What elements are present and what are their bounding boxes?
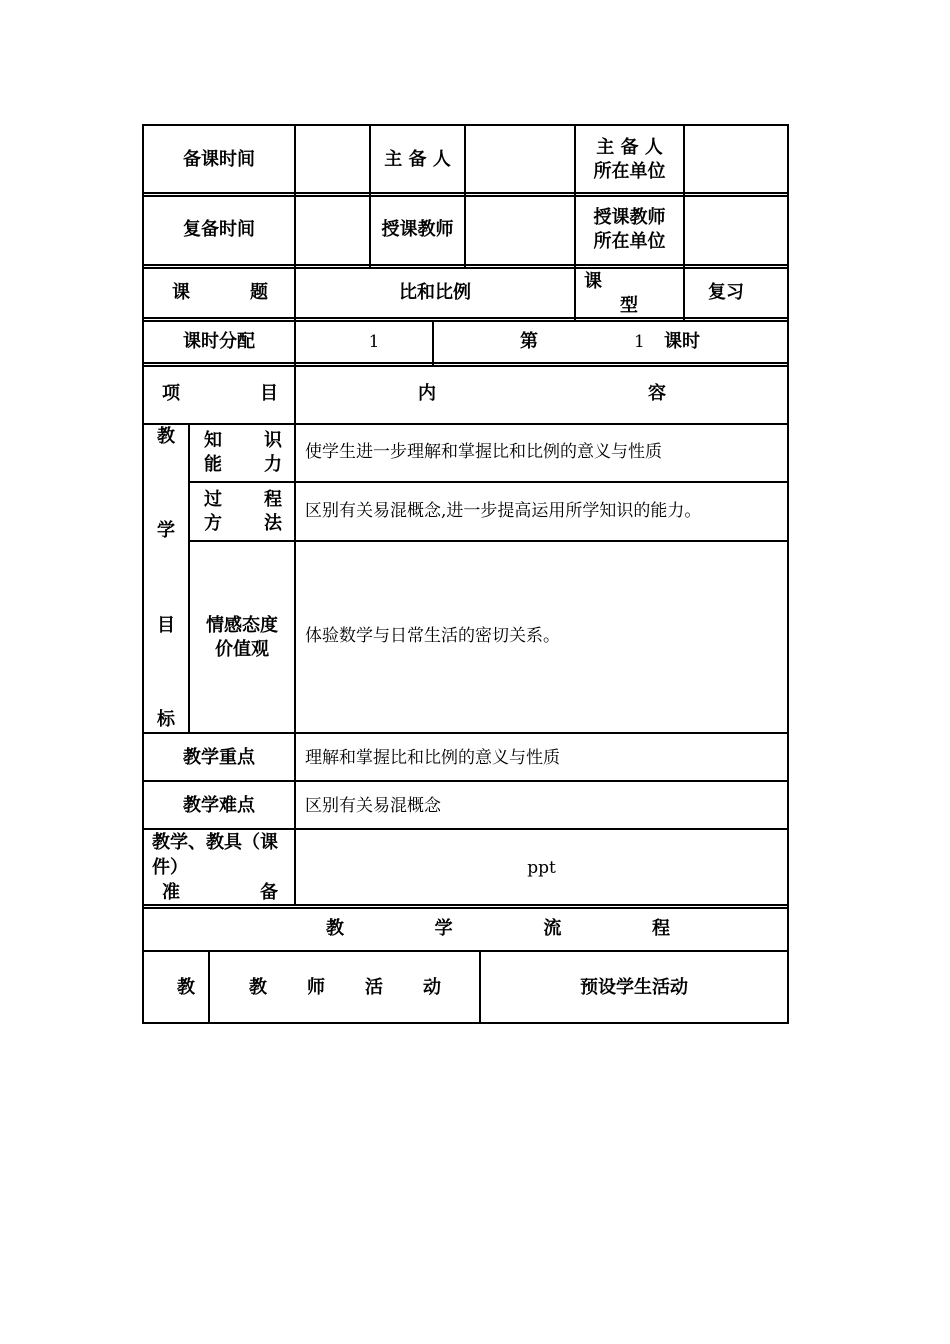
process-goal-text: 区别有关易混概念,进一步提高运用所学知识的能力。 (305, 501, 702, 521)
key-points-text: 理解和掌握比和比例的意义与性质 (305, 748, 560, 768)
allocation-value: 1 (368, 332, 380, 352)
goals-side-char: 教 (157, 426, 175, 447)
label-char: 师 (307, 977, 325, 998)
rule (787, 124, 789, 1024)
emotion-label-line1: 情感态度 (206, 615, 278, 636)
tools-text: ppt (527, 858, 556, 878)
lesson-type-label-char: 型 (620, 295, 638, 316)
rule (142, 780, 789, 782)
knowledge-label-line1 (204, 429, 282, 453)
rule (142, 732, 789, 734)
rule (142, 423, 789, 425)
rule (142, 950, 789, 952)
flow-char: 程 (651, 918, 670, 939)
label-char: 法 (264, 513, 282, 534)
period-nth-label: 第 (520, 331, 538, 352)
rule (188, 423, 190, 734)
label-char: 过 (204, 489, 222, 510)
rule (188, 481, 789, 483)
knowledge-label-line2 (204, 453, 282, 477)
label-char: 能 (204, 454, 222, 475)
flow-char: 流 (543, 918, 562, 939)
rule (142, 124, 144, 1024)
topic-value: 比和比例 (399, 282, 471, 303)
topic-label (172, 281, 268, 305)
label-char: 知 (204, 430, 222, 451)
rule (142, 317, 789, 319)
tools-label-line3 (162, 881, 278, 905)
lesson-type-label-char: 课 (584, 271, 602, 292)
label-char: 活 (365, 977, 383, 998)
emotion-goal-text: 体验数学与日常生活的密切关系。 (305, 626, 560, 646)
label-char: 准 (162, 882, 180, 903)
teacher-unit-label-line2: 所在单位 (593, 231, 666, 252)
knowledge-goal-text: 使学生进一步理解和掌握比和比例的意义与性质 (305, 442, 662, 462)
label-char: 方 (204, 513, 222, 534)
item-header-char: 目 (260, 383, 278, 404)
goals-side-char: 学 (157, 520, 175, 541)
teacher-label: 授课教师 (381, 219, 454, 240)
lesson-type-value: 复习 (708, 282, 744, 303)
difficulties-label: 教学难点 (183, 795, 255, 816)
tools-label-line2: 件） (152, 857, 188, 878)
main-preparer-unit-label-line2: 所在单位 (593, 161, 666, 182)
content-header (418, 382, 666, 406)
label-char: 教 (249, 977, 267, 998)
key-points-label: 教学重点 (183, 747, 255, 768)
tools-label-line1: 教学、教具（课 (152, 832, 278, 853)
rule (188, 540, 789, 542)
prep-time-label: 备课时间 (183, 149, 255, 170)
goals-side-char: 标 (157, 709, 175, 730)
rule (142, 907, 789, 909)
topic-label-char: 题 (250, 282, 268, 303)
rule (142, 320, 789, 322)
flow-char: 教 (326, 918, 344, 939)
rule (464, 124, 466, 268)
emotion-label-line2: 价值观 (215, 639, 269, 660)
label-char: 动 (423, 977, 441, 998)
rule (369, 124, 371, 268)
process-label-line1 (204, 488, 282, 512)
difficulties-text: 区别有关易混概念 (305, 796, 441, 816)
student-activity-header: 预设学生活动 (580, 977, 688, 998)
rule (294, 124, 296, 905)
label-char: 识 (264, 430, 282, 451)
rule (208, 950, 210, 1024)
allocation-label: 课时分配 (183, 331, 255, 352)
review-time-label: 复备时间 (183, 219, 255, 240)
rule (142, 1022, 789, 1024)
flow-header (326, 917, 670, 941)
rule (142, 362, 789, 364)
main-preparer-unit-label-line1: 主 备 人 (596, 137, 663, 158)
label-char: 程 (264, 489, 282, 510)
item-header (162, 382, 278, 406)
content-header-char: 内 (418, 383, 436, 404)
period-nth-value: 1 (634, 332, 645, 352)
process-label-line2 (204, 512, 282, 536)
label-char: 力 (264, 454, 282, 475)
activities-col1: 教 (177, 977, 195, 998)
topic-label-char: 课 (172, 282, 190, 303)
period-unit-label: 课时 (664, 331, 700, 352)
teacher-activity-header (249, 976, 441, 1000)
main-preparer-label: 主 备 人 (384, 149, 451, 170)
content-header-char: 容 (648, 383, 666, 404)
label-char: 备 (260, 882, 278, 903)
item-header-char: 项 (162, 383, 180, 404)
rule (142, 365, 789, 367)
rule (142, 828, 789, 830)
goals-side-char: 目 (157, 615, 175, 636)
teacher-unit-label-line1: 授课教师 (593, 207, 666, 228)
flow-char: 学 (434, 918, 453, 939)
